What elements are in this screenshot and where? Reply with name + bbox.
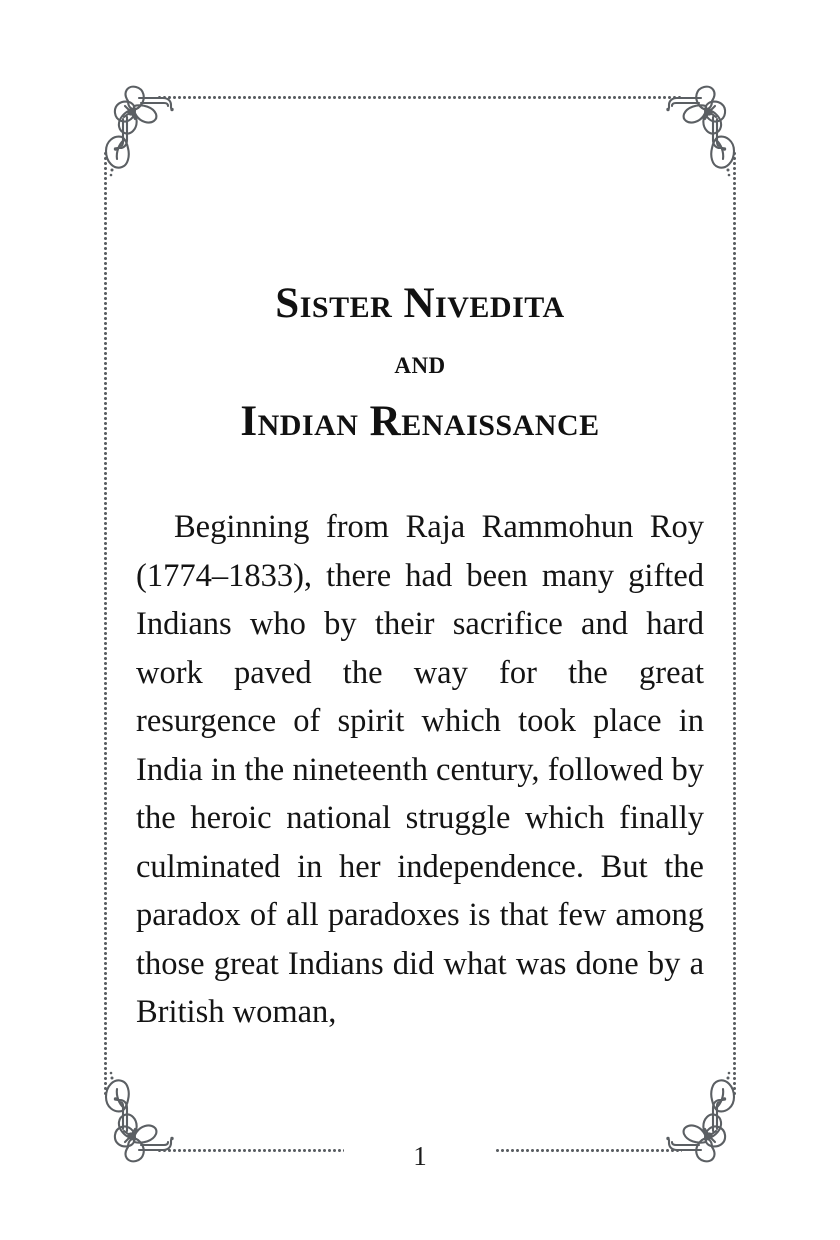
chapter-title-line-3: Indian Renaissance [240,398,600,445]
frame-left-rule [104,152,107,1096]
page-number: 1 [413,1141,427,1171]
frame-right-rule [733,152,736,1096]
chapter-title-line-1: Sister Nivedita [275,280,565,327]
chapter-content [136,96,704,1069]
floral-corner-ornament-icon [94,1070,190,1174]
frame-bottom-left-rule [158,1149,344,1152]
floral-corner-ornament-icon [650,1070,746,1174]
body-paragraph: Beginning from Raja Rammohun Roy (1774–1833), there had been many gifted Indians who by their sacrifice and hard work paved the way for the great resurgence of spirit which took place in India in the nineteenth century, followed by the heroic national struggle which finally culminated in her independence. But the paradox of all paradoxes is that few among those great Indians did what was done by a British woman, [136,509,704,1030]
frame-bottom-right-rule [496,1149,682,1152]
chapter-title [136,282,704,443]
chapter-title-line-2: and [394,345,446,381]
